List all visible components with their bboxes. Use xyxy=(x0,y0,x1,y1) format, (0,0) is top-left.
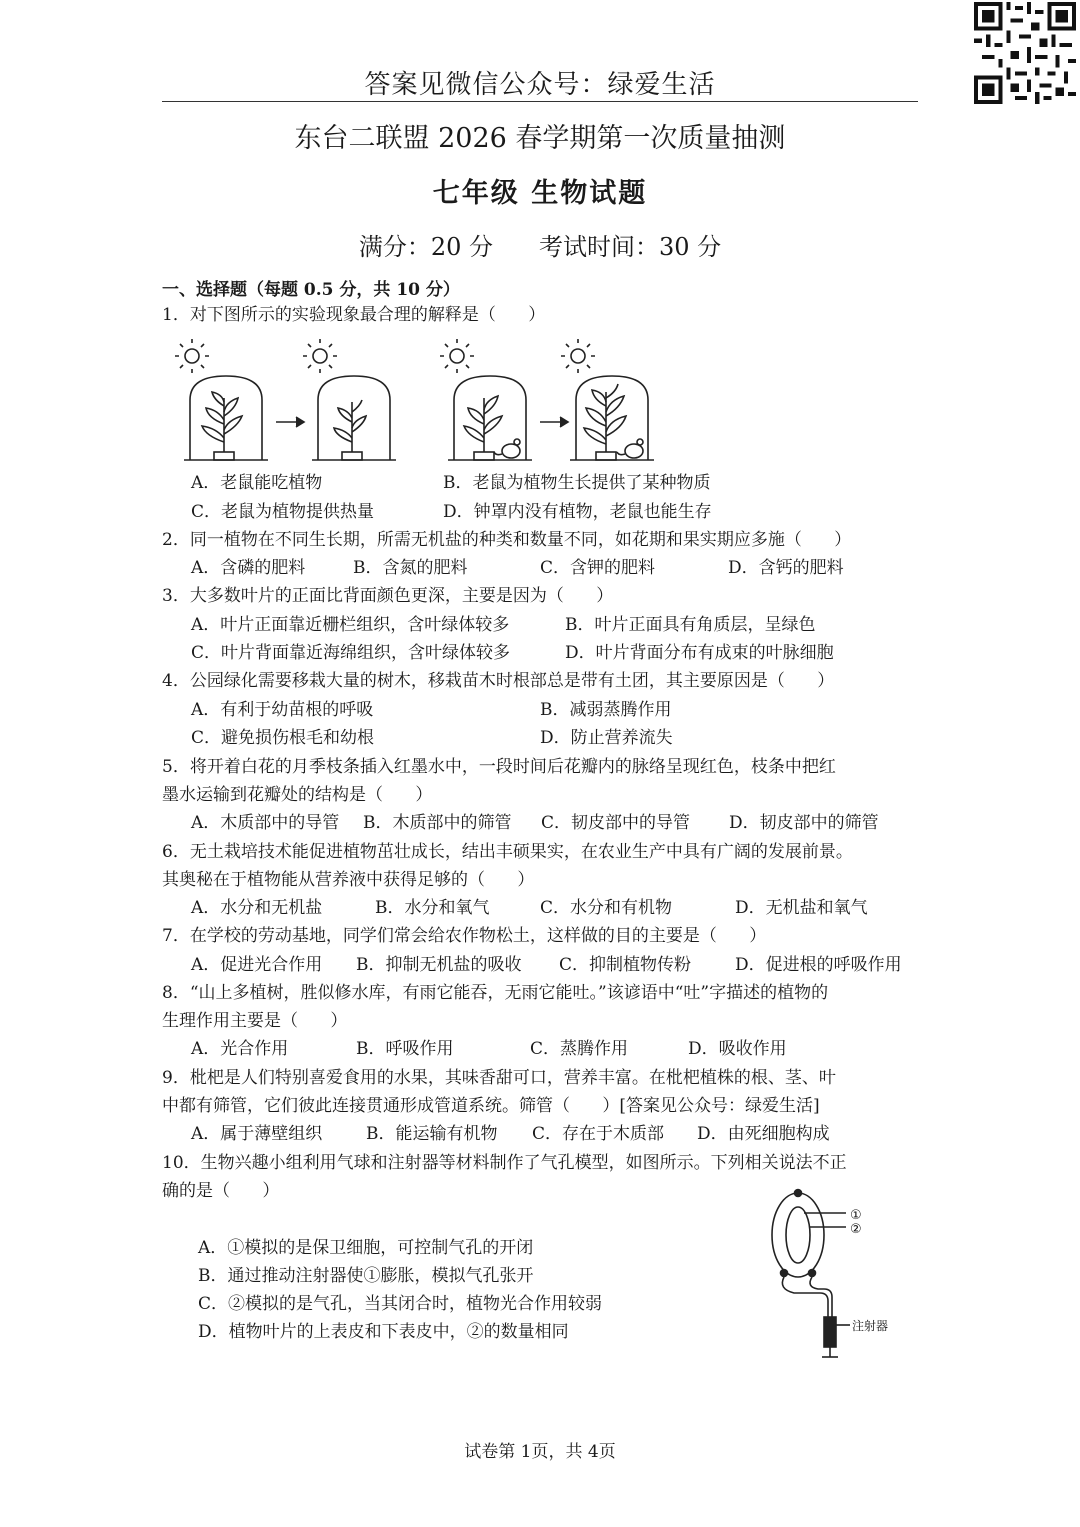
q3-option-d: D．叶片背面分布有成束的叶脉细胞 xyxy=(565,643,834,663)
question-3-stem: 3．大多数叶片的正面比背面颜色更深，主要是因为（ ） xyxy=(162,586,614,606)
q10-option-c: C．②模拟的是气孔，当其闭合时，植物光合作用较弱 xyxy=(198,1294,603,1314)
stoma-opening xyxy=(786,1207,810,1263)
bell-jar-2 xyxy=(318,376,390,460)
q6-option-a: A．水分和无机盐 xyxy=(191,898,323,918)
plant-icon xyxy=(464,396,502,460)
bell-jar-experiment-figure xyxy=(168,338,738,468)
question-8-stem: 8．“山上多植树，胜似修水库，有雨它能吞，无雨它能吐。”该谚语中“吐”字描述的植物的 xyxy=(162,983,829,1003)
q8-option-d: D．吸收作用 xyxy=(688,1039,787,1059)
qr-code-icon xyxy=(972,2,1078,104)
bell-jar-1 xyxy=(190,376,262,460)
sun-icon xyxy=(175,339,209,373)
label-1: ① xyxy=(850,1208,862,1223)
q5-option-b: B．木质部中的筛管 xyxy=(363,813,512,833)
exam-time: 考试时间：30 分 xyxy=(539,233,722,261)
question-2-stem: 2．同一植物在不同生长期，所需无机盐的种类和数量不同，如花期和果实期应多施（ ） xyxy=(162,530,852,550)
mouse-icon xyxy=(617,439,643,458)
q5-option-a: A．木质部中的导管 xyxy=(191,813,340,833)
balloon-guard-cell xyxy=(772,1193,824,1277)
label-2: ② xyxy=(850,1222,862,1237)
question-10-stem: 10．生物兴趣小组利用气球和注射器等材料制作了气孔模型，如图所示。下列相关说法不正 xyxy=(162,1153,847,1173)
q4-option-c: C．避免损伤根毛和幼根 xyxy=(191,728,375,748)
stomata-model-figure xyxy=(760,1185,910,1361)
q5-option-d: D．韧皮部中的筛管 xyxy=(729,813,879,833)
page-header: 答案见微信公众号：绿爱生活 xyxy=(364,70,716,100)
q8-option-a: A．光合作用 xyxy=(191,1039,289,1059)
full-score: 满分：20 分 xyxy=(358,233,493,261)
page-footer: 试卷第 1页，共 4页 xyxy=(464,1442,616,1462)
q4-option-d: D．防止营养流失 xyxy=(540,728,673,748)
q2-option-a: A．含磷的肥料 xyxy=(191,558,306,578)
q4-option-b: B．减弱蒸腾作用 xyxy=(540,700,672,720)
q6-option-b: B．水分和氧气 xyxy=(375,898,490,918)
header-divider xyxy=(162,101,918,102)
q1-option-c: C．老鼠为植物提供热量 xyxy=(191,502,375,522)
question-5-stem-cont: 墨水运输到花瓣处的结构是（ ） xyxy=(162,785,433,805)
q3-option-c: C．叶片背面靠近海绵组织，含叶绿体较多 xyxy=(191,643,511,663)
q1-option-d: D．钟罩内没有植物，老鼠也能生存 xyxy=(443,502,712,522)
q9-option-c: C．存在于木质部 xyxy=(532,1124,665,1144)
sun-icon xyxy=(440,339,474,373)
syringe-label: 注射器 xyxy=(852,1319,889,1333)
q7-option-b: B．抑制无机盐的吸收 xyxy=(356,955,522,975)
q2-option-b: B．含氮的肥料 xyxy=(353,558,468,578)
q10-option-a: A．①模拟的是保卫细胞，可控制气孔的开闭 xyxy=(198,1238,534,1258)
score-info xyxy=(162,227,918,262)
plant-icon xyxy=(334,400,366,460)
q9-option-b: B．能运输有机物 xyxy=(366,1124,498,1144)
question-1-stem: 1．对下图所示的实验现象最合理的解释是（ ） xyxy=(162,305,546,325)
q5-option-c: C．韧皮部中的导管 xyxy=(541,813,691,833)
question-7-stem: 7．在学校的劳动基地，同学们常会给农作物松土，这样做的目的主要是（ ） xyxy=(162,926,767,946)
question-6-stem-cont: 其奥秘在于植物能从营养液中获得足够的（ ） xyxy=(162,870,535,890)
q4-option-a: A．有利于幼苗根的呼吸 xyxy=(191,700,374,720)
exam-title: 东台二联盟 2026 春学期第一次质量抽测 xyxy=(294,123,786,154)
question-9-stem-cont: 中都有筛管，它们彼此连接贯通形成管道系统。筛管（ ）[答案见公众号：绿爱生活] xyxy=(162,1096,820,1116)
question-9-stem: 9．枇杷是人们特别喜爱食用的水果，其味香甜可口，营养丰富。在枇杷植株的根、茎、叶 xyxy=(162,1068,836,1088)
q7-option-c: C．抑制植物传粉 xyxy=(559,955,692,975)
q6-option-c: C．水分和有机物 xyxy=(540,898,673,918)
q2-option-d: D．含钙的肥料 xyxy=(728,558,844,578)
mouse-icon xyxy=(494,439,520,458)
q7-option-a: A．促进光合作用 xyxy=(191,955,323,975)
plant-icon xyxy=(202,392,242,460)
q3-option-a: A．叶片正面靠近栅栏组织，含叶绿体较多 xyxy=(191,615,510,635)
question-6-stem: 6．无土栽培技术能促进植物茁壮成长，结出丰硕果实，在农业生产中具有广阔的发展前景。 xyxy=(162,842,853,862)
q6-option-d: D．无机盐和氧气 xyxy=(735,898,868,918)
syringe-icon xyxy=(824,1317,836,1347)
q10-option-b: B．通过推动注射器使①膨胀，模拟气孔张开 xyxy=(198,1266,534,1286)
plant-icon xyxy=(584,384,626,460)
question-10-stem-cont: 确的是（ ） xyxy=(162,1181,280,1201)
q3-option-b: B．叶片正面具有角质层，呈绿色 xyxy=(565,615,816,635)
q8-option-b: B．呼吸作用 xyxy=(356,1039,454,1059)
q10-option-d: D．植物叶片的上表皮和下表皮中，②的数量相同 xyxy=(198,1322,569,1342)
question-8-stem-cont: 生理作用主要是（ ） xyxy=(162,1011,348,1031)
exam-subtitle: 七年级 生物试题 xyxy=(432,178,648,209)
q1-option-b: B．老鼠为植物生长提供了某种物质 xyxy=(443,473,711,493)
question-4-stem: 4．公园绿化需要移栽大量的树木，移栽苗木时根部总是带有土团，其主要原因是（ ） xyxy=(162,671,835,691)
section-heading: 一、选择题（每题 0.5 分，共 10 分） xyxy=(162,280,460,300)
q8-option-c: C．蒸腾作用 xyxy=(530,1039,629,1059)
q1-option-a: A．老鼠能吃植物 xyxy=(191,473,323,493)
q2-option-c: C．含钾的肥料 xyxy=(540,558,656,578)
q9-option-a: A．属于薄壁组织 xyxy=(191,1124,323,1144)
sun-icon xyxy=(561,339,595,373)
q7-option-d: D．促进根的呼吸作用 xyxy=(735,955,902,975)
sun-icon xyxy=(303,339,337,373)
bell-jar-4 xyxy=(576,376,648,460)
question-5-stem: 5．将开着白花的月季枝条插入红墨水中，一段时间后花瓣内的脉络呈现红色，枝条中把红 xyxy=(162,757,836,777)
q9-option-d: D．由死细胞构成 xyxy=(697,1124,830,1144)
bell-jar-3 xyxy=(454,376,526,460)
